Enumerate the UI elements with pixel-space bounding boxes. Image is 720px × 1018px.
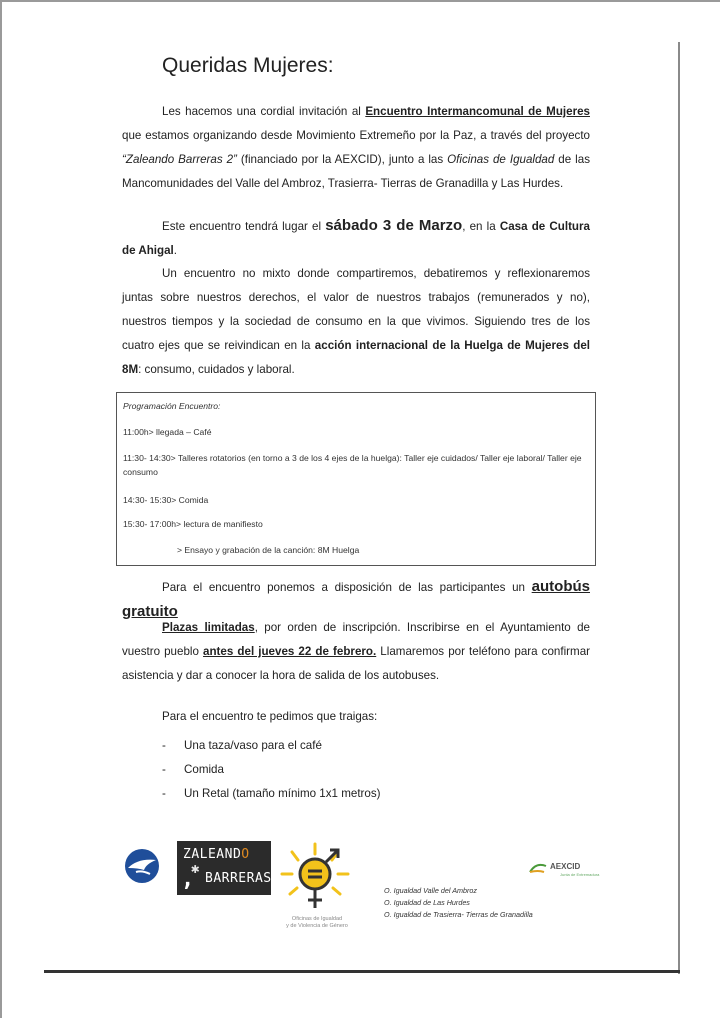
bring-list [162,734,381,806]
organizations-list [384,885,533,921]
programme-heading: Programación Encuentro: [123,401,221,411]
programme-item: 14:30- 15:30> Comida [123,495,209,505]
huelga-highlight: acción internacional de la Huelga de Mujeres del 8M [122,339,590,376]
sun-logo-caption: Oficinas de Igualdad y de Violencia de Género [286,916,348,929]
organization-line: O. Igualdad Valle del Ambroz [384,886,477,895]
event-place: Casa de Cultura de Ahigal [122,220,590,257]
programme-item: 11:00h> llegada – Café [123,427,212,437]
invitation-paragraph: Les hacemos una cordial invitación al Encuentro Intermancomunal de Mujeres que estamos organizando desde Movimiento Extremeño por la Paz, a través del proyecto “Zaleando Barreras 2” (financiado por la AEXCID), junto a las Oficinas de Igualdad de las Mancomunidades del Valle del Ambroz, Trasierra- Tierras de Granadilla y Las Hurdes. [122,105,590,190]
right-rule [678,42,680,974]
page-border-top [0,0,720,2]
aexcid-subtitle: Junta de Extremadura [560,872,600,877]
programme-item: > Ensayo y grabación de la canción: 8M Huelga [177,545,360,555]
zaleando-barreras-logo: ZALEANDO , ✱ BARRERAS [177,841,271,895]
deadline: antes del jueves 22 de febrero. [203,645,377,658]
star-icon: ✱ [191,861,200,877]
bus-paragraph: Para el encuentro ponemos a disposición de las participantes un autobús gratuito [122,578,590,620]
programme-item: 11:30- 14:30> Talleres rotatorios (en torno a 3 de los 4 ejes de la huelga): Taller eje cuidados/ Taller eje laboral/ Taller eje consumo [123,453,582,477]
list-item: - Una taza/vaso para el café [162,739,322,752]
bottom-rule [44,970,680,973]
registration-paragraph: Plazas limitadas, por orden de inscripción. Inscribirse en el Ayuntamiento de vuestro pueblo antes del jueves 22 de febrero. Llamaremos por teléfono para confirmar asistencia y dar a conocer la hora de salida de los autobuses. [122,621,590,682]
free-bus: autobús gratuito [122,578,590,620]
equality-sun-logo-icon [280,842,350,916]
list-item: - Un Retal (tamaño mínimo 1x1 metros) [162,787,381,800]
offices-name: Oficinas de Igualdad [447,153,555,166]
list-intro: Para el encuentro te pedimos que traigas: [162,710,378,723]
dove-logo-icon [124,848,160,884]
letter-greeting: Queridas Mujeres: [162,54,334,77]
limited-places: Plazas limitadas [162,621,255,634]
list-item: - Comida [162,763,224,776]
page-border-left [0,0,2,1018]
event-name: Encuentro Intermancomunal de Mujeres [365,105,590,118]
programme-box [116,392,596,566]
description-paragraph: Un encuentro no mixto donde compartiremos, debatiremos y reflexionaremos juntas sobre nuestros derechos, el valor de nuestros trabajos (remunerados y no), nuestros tiempos y la sociedad de consumo en la que vivimos. Siguiendo tres de los cuatro ejes que se reivindican en la acción internacional de la Huelga de Mujeres del 8M: consumo, cuidados y laboral. [122,267,590,376]
organization-line: O. Igualdad de Las Hurdes [384,898,470,907]
aexcid-wordmark: AEXCID [550,862,581,871]
organization-line: O. Igualdad de Trasierra- Tierras de Granadilla [384,910,533,919]
event-date: sábado 3 de Marzo [325,217,463,234]
programme-item: 15:30- 17:00h> lectura de manifiesto [123,519,263,529]
date-paragraph: Este encuentro tendrá lugar el sábado 3 de Marzo, en la Casa de Cultura de Ahigal. [122,217,590,257]
project-name: “Zaleando Barreras 2” [122,153,237,166]
